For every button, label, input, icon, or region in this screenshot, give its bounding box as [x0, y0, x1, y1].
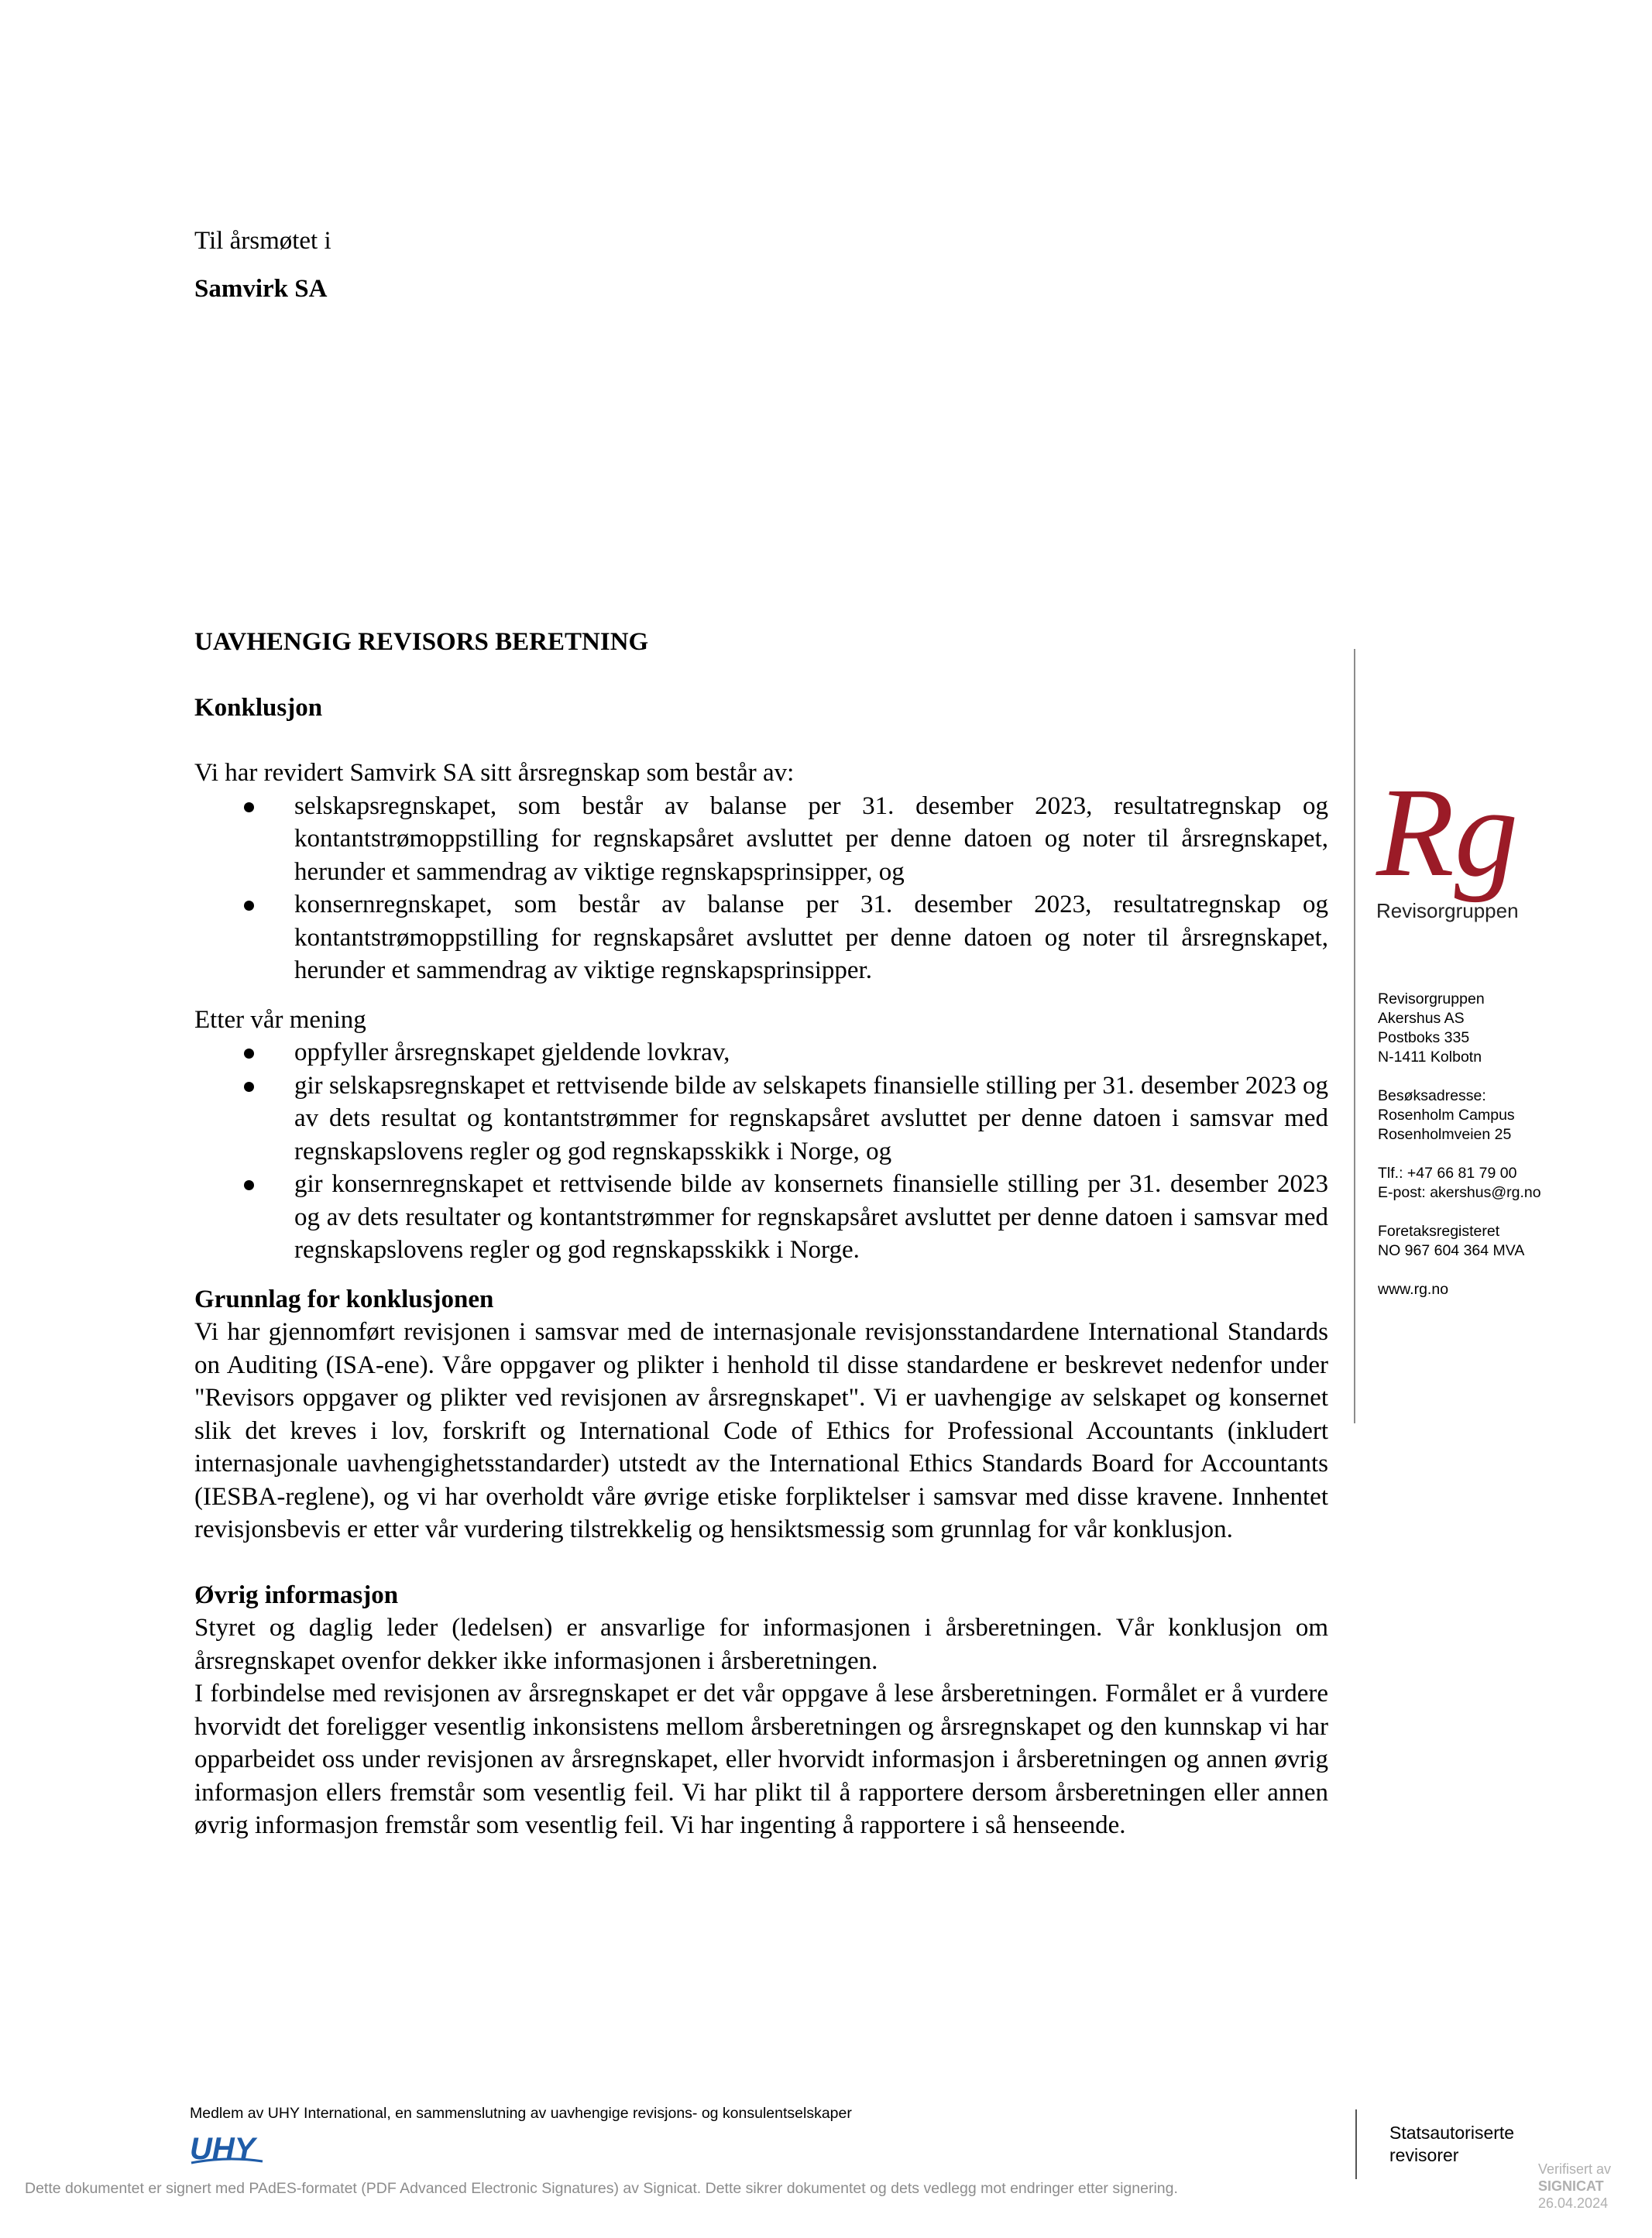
list-item: konsernregnskapet, som består av balanse per 31. desember 2023, resultatregnskap og kontantstrømoppstilling for regnskapsåret avsluttet per denne datoen og noter til årsregnskapet, herunder et sammendrag av viktige regnskapsprinsipper.: [194, 888, 1328, 987]
logo-wordmark: Revisorgruppen: [1376, 899, 1519, 922]
addressee-block: [194, 217, 331, 313]
list-item: oppfyller årsregnskapet gjeldende lovkrav,: [194, 1036, 1328, 1069]
conclusion-heading: Konklusjon: [194, 693, 323, 722]
bullet-icon: [244, 901, 254, 911]
bullet-icon: [244, 1180, 254, 1190]
report-body: [194, 626, 1328, 1842]
sidebar-divider: [1354, 649, 1355, 1423]
opinion-list: [194, 1036, 1328, 1267]
report-title: UAVHENGIG REVISORS BERETNING: [194, 628, 649, 656]
opinion-intro: Etter vår mening: [194, 1005, 366, 1034]
conclusion-list: [194, 790, 1328, 987]
contact-info: [1378, 990, 1541, 1299]
bullet-icon: [244, 1082, 254, 1092]
conclusion-intro: Vi har revidert Samvirk SA sitt årsregnskap som består av:: [194, 759, 795, 787]
verification-date: 26.04.2024: [1538, 2195, 1609, 2211]
bullet-icon: [244, 1049, 254, 1059]
certified-auditors: Statsautoriserte revisorer: [1389, 2123, 1515, 2165]
bullet-icon: [244, 802, 254, 812]
basis-text: Vi har gjennomført revisjonen i samsvar med de internasjonale revisjonsstandardene International Standards on Auditing (ISA-ene). Våre oppgaver og plikter i henhold til disse standardene er beskrevet nedenfor under "Revisors oppgaver og plikter ved revisjonen av årsregnskapet". Vi er uavhengige av selskapet og konsernet slik det kreves i lov, forskrift og International Code of Ethics for Professional Accountants (inkludert internasjonale uavhengighetsstandarder) utstedt av the International Ethics Standards Board for Accountants (IESBA-reglene), og vi har overholdt våre øvrige etiske forpliktelser i samsvar med disse kravene. Innhentet revisjonsbevis er etter vår vurdering tilstrekkelig og hensiktsmessig som grunnlag for vår konklusjon.: [194, 1318, 1328, 1543]
website: www.rg.no: [1378, 1281, 1449, 1298]
signicat-brand: SIGNICAT: [1538, 2178, 1604, 2194]
footer-divider: [1355, 2109, 1357, 2179]
email-address: E-post: akershus@rg.no: [1378, 1184, 1541, 1201]
membership-text: Medlem av UHY International, en sammenslutning av uavhengige revisjons- og konsulentselskaper: [190, 2105, 852, 2122]
phone-number: Tlf.: +47 66 81 79 00: [1378, 1165, 1517, 1182]
other-info-paragraph: I forbindelse med revisjonen av årsregnskapet er det vår oppgave å lese årsberetningen. Formålet er å vurdere hvorvidt det foreligger vesentlig inkonsistens mellom årsberetningen og årsregnskapet og den kunnskap vi har opparbeidet oss under revisjonen av årsregnskapet, eller hvorvidt informasjon i årsberetningen og annen øvrig informasjon ellers fremstår som vesentlig feil. Vi har plikt til å rapportere dersom årsberetningen eller annen øvrig informasjon fremstår som vesentlig feil. Vi har ingenting å rapportere i så henseende.: [194, 1680, 1328, 1839]
other-info-paragraph: Styret og daglig leder (ledelsen) er ansvarlige for informasjonen i årsberetningen. Vår konklusjon om årsregnskapet ovenfor dekker ikke informasjonen i årsberetningen.: [194, 1614, 1328, 1675]
list-item: gir selskapsregnskapet et rettvisende bilde av selskapets finansielle stilling per 31. desember 2023 og av dets resultat og kontantstrømmer for regnskapsåret avsluttet per denne datoen i samsvar med regnskapslovens regler og god regnskapsskikk i Norge, og: [194, 1069, 1328, 1169]
uhy-logo: [188, 2130, 266, 2165]
visiting-address: Besøksadresse: Rosenholm Campus Rosenholmveien 25: [1378, 1087, 1515, 1143]
verification-stamp: Verifisert av SIGNICAT 26.04.2024: [1538, 2161, 1612, 2211]
svg-text:UHY: UHY: [190, 2132, 256, 2165]
addressee-org: Samvirk SA: [194, 275, 328, 303]
addressee-line: Til årsmøtet i: [194, 227, 331, 255]
signature-note: Dette dokumentet er signert med PAdES-formatet (PDF Advanced Electronic Signatures) av Signicat. Dette sikrer dokumentet og dets vedlegg mot endringer etter signering.: [25, 2180, 1178, 2197]
business-registry: Foretaksregisteret NO 967 604 364 MVA: [1378, 1223, 1525, 1259]
phone-email: [1378, 1164, 1541, 1203]
postal-address: Revisorgruppen Akershus AS Postboks 335 N-1411 Kolbotn: [1378, 990, 1485, 1066]
list-item: gir konsernregnskapet et rettvisende bilde av konsernets finansielle stilling per 31. desember 2023 og av dets resultater og kontantstrømmer for regnskapsåret avsluttet per denne datoen i samsvar med regnskapslovens regler og god regnskapsskikk i Norge.: [194, 1168, 1328, 1267]
other-info-heading: Øvrig informasjon: [194, 1581, 399, 1609]
list-item: selskapsregnskapet, som består av balanse per 31. desember 2023, resultatregnskap og kontantstrømoppstilling for regnskapsåret avsluttet per denne datoen og noter til årsregnskapet, herunder et sammendrag av viktige regnskapsprinsipper, og: [194, 790, 1328, 889]
basis-heading: Grunnlag for konklusjonen: [194, 1285, 494, 1313]
revisorgruppen-logo: [1375, 763, 1537, 925]
logo-rg-letters: Rg: [1376, 763, 1519, 903]
